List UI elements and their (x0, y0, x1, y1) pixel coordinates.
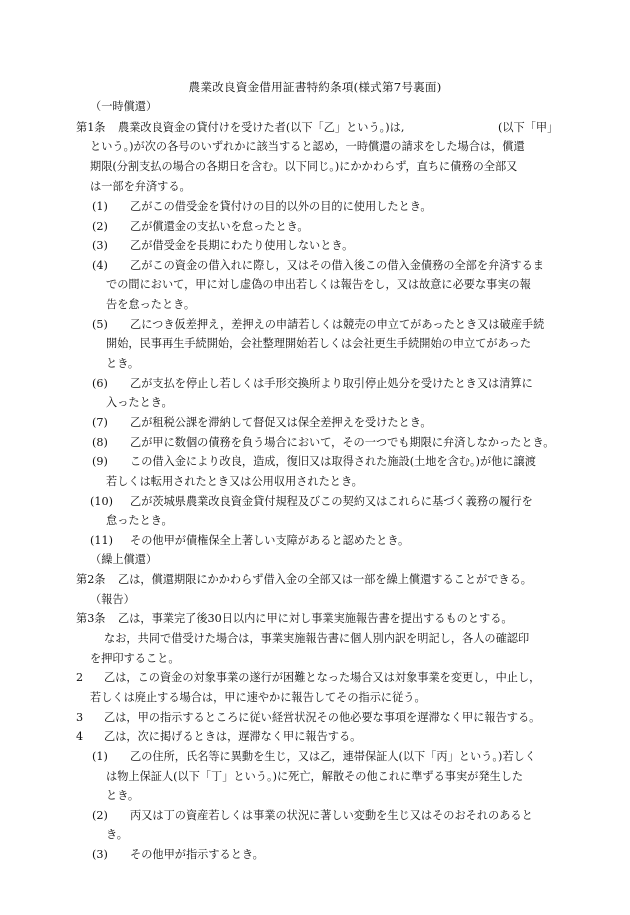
item-text: 乙が租税公課を滞納して督促又は保全差押えを受けたとき。 (130, 416, 432, 429)
item-text: 若しくは転用されたとき又は公用収用されたとき。 (106, 475, 363, 488)
article-1-line: 期限(分割支払の場合の各期日を含む。以下同じ。)にかかわらず，直ちに債務の全部又 (90, 160, 518, 173)
paragraph-text: 乙は，甲の指示するところに従い経営状況その他必要な事項を遅滞なく甲に報告する。 (104, 711, 541, 724)
item-number: (11) (90, 534, 113, 547)
item-text: 乙につき仮差押え，差押えの申請若しくは競売の申立てがあったとき又は破産手続 (130, 318, 545, 331)
paragraph-number: 4 (76, 730, 84, 743)
item-text: 乙が茨城県農業改良資金貸付規程及びこの契約又はこれらに基づく義務の履行を (130, 495, 533, 508)
item-text: 乙が甲に数個の債務を負う場合において，その一つでも期限に弁済しなかったとき。 (130, 436, 555, 449)
item-number: (10) (90, 495, 113, 508)
paragraph-text: 乙は，次に掲げるときは，遅滞なく甲に報告する。 (104, 730, 362, 743)
item-number: (9) (92, 455, 108, 468)
item-text: 入ったとき。 (106, 396, 173, 409)
article-1-label: 第1条 (76, 121, 106, 134)
item-text: 告を怠ったとき。 (106, 298, 196, 311)
article-2-label: 第2条 (76, 573, 106, 586)
item-number: (3) (92, 239, 108, 252)
article-1-line: 農業改良資金の貸付けを受けた者(以下「乙」という。)は, (118, 121, 405, 134)
paragraph-number: 2 (76, 671, 84, 684)
item-text: 乙が支払を停止し若しくは手形交換所より取引停止処分を受けたとき又は清算に (130, 377, 533, 390)
item-number: (7) (92, 416, 108, 429)
item-text: その他甲が債権保全上著しい支障があると認めたとき。 (130, 534, 410, 547)
paragraph-text: 若しくは廃止する場合は，甲に速やかに報告してその指示に従う。 (90, 691, 426, 704)
item-text: 乙の住所，氏名等に異動を生じ，又は乙，連帯保証人(以下「丙」という。)若しく (130, 750, 536, 763)
paragraph-number: 3 (76, 711, 84, 724)
article-1-line: は一部を弁済する。 (90, 180, 191, 193)
article-1-line: という。)が次の各号のいずれかに該当すると認め，一時償還の請求をした場合は，償還 (90, 140, 525, 153)
item-text: 乙が償還金の支払いを怠ったとき。 (130, 220, 309, 233)
item-text: 丙又は丁の資産若しくは事業の状況に著しい変動を生じ又はそのおそれのあると (130, 809, 533, 822)
item-text: 怠ったとき。 (106, 514, 173, 527)
item-text: この借入金により改良，造成，復旧又は取得された施設(土地を含む。)が他に譲渡 (130, 455, 536, 468)
item-number: (5) (92, 318, 108, 331)
article-3-label: 第3条 (76, 612, 106, 625)
item-number: (3) (92, 848, 108, 861)
article-3-note: なお，共同で借受けた場合は，事業実施報告書に個人別内訳を明記し，各人の確認印 (104, 632, 530, 645)
item-text: 乙がこの資金の借入れに際し，又はその借入後この借入金債務の全部を弁済するま (130, 259, 544, 272)
item-text: 乙が借受金を長期にわたり使用しないとき。 (130, 239, 354, 252)
section-heading-ichiji: （一時償還） (90, 100, 158, 113)
article-1-line: (以下「甲」 (498, 121, 559, 134)
item-text: での間において，甲に対し虚偽の申出若しくは報告をし，又は故意に必要な事実の報 (106, 278, 531, 291)
item-number: (8) (92, 436, 108, 449)
item-text: とき。 (106, 789, 140, 802)
item-number: (1) (92, 750, 108, 763)
section-heading-houkoku: （報告） (90, 593, 135, 606)
item-number: (4) (92, 259, 108, 272)
item-number: (2) (92, 220, 108, 233)
article-2-text: 乙は，償還期限にかかわらず借入金の全部又は一部を繰上償還することができる。 (118, 573, 532, 586)
item-text: とき。 (106, 357, 140, 370)
document-title: 農業改良資金借用証書特約条項(様式第7号裏面) (188, 80, 442, 94)
item-number: (2) (92, 809, 108, 822)
paragraph-text: 乙は，この資金の対象事業の遂行が困難となった場合又は対象事業を変更し，中止し， (104, 671, 541, 684)
item-text: き。 (106, 828, 128, 841)
item-text: 乙がこの借受金を貸付けの目的以外の目的に使用したとき。 (130, 200, 432, 213)
item-text: その他甲が指示するとき。 (130, 848, 264, 861)
item-text: は物上保証人(以下「丁」という。)に死亡，解散その他これに準ずる事実が発生した (106, 770, 524, 783)
article-3-note: を押印すること。 (90, 652, 180, 665)
item-number: (1) (92, 200, 108, 213)
item-text: 開始，民事再生手続開始，会社整理開始若しくは会社更生手続開始の申立てがあった (106, 337, 532, 350)
article-3-text: 乙は，事業完了後30日以内に甲に対し事業実施報告書を提出するものとする。 (118, 612, 513, 625)
section-heading-kuriage: （繰上償還） (90, 553, 158, 566)
item-number: (6) (92, 377, 108, 390)
